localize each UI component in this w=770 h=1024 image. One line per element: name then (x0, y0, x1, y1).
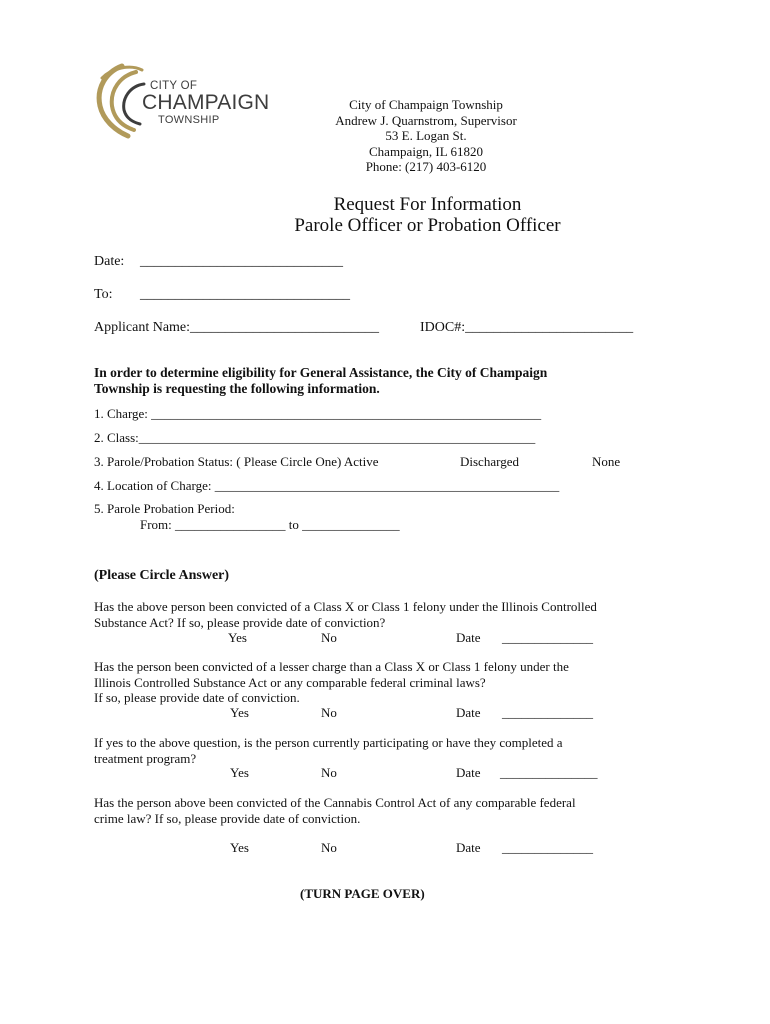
question-2-text (94, 659, 569, 706)
question-4-line-1: Has the person above been convicted of the Cannabis Control Act of any comparable federal (94, 795, 576, 810)
applicant-name-field[interactable]: Applicant Name:___________________________ (94, 320, 380, 335)
date-label: Date: (94, 254, 125, 269)
header-line-3: 53 E. Logan St. (385, 128, 467, 143)
circle-answer-heading: (Please Circle Answer) (94, 568, 230, 583)
question-1-no[interactable]: No (321, 630, 337, 645)
question-2-line-2: Illinois Controlled Substance Act or any comparable federal criminal laws? (94, 674, 486, 690)
status-option-active[interactable]: 3. Parole/Probation Status: ( Please Circle One) Active (94, 454, 379, 469)
question-4-text (94, 795, 576, 826)
question-1-line-2: Substance Act? If so, please provide date of conviction? (94, 614, 386, 630)
question-3-date-field[interactable]: _______________ (500, 765, 598, 780)
period-label: 5. Parole Probation Period: (94, 501, 235, 516)
status-option-none[interactable]: None (592, 454, 621, 469)
class-field[interactable]: 2. Class:_____________________________________________________________ (94, 430, 536, 445)
intro-line-1: In order to determine eligibility for General Assistance, the City of Champaign (94, 365, 548, 380)
intro-line-2: Township is requesting the following information. (94, 381, 380, 396)
address-block (300, 97, 552, 175)
question-2-line-3: If so, please provide date of conviction. (94, 690, 300, 705)
question-3-yes[interactable]: Yes (230, 765, 249, 780)
date-field[interactable]: _____________________________ (140, 254, 343, 269)
to-label: To: (94, 287, 113, 302)
question-4-line-2: crime law? If so, please provide date of conviction. (94, 810, 361, 826)
question-1-yes[interactable]: Yes (228, 630, 247, 645)
question-4-date-label: Date (456, 840, 481, 855)
township-logo (92, 62, 270, 140)
question-4-no[interactable]: No (321, 840, 337, 855)
question-3-text (94, 735, 563, 766)
turn-page-over-note: (TURN PAGE OVER) (300, 886, 425, 901)
idoc-field[interactable]: IDOC#:________________________ (420, 320, 634, 335)
question-1-text (94, 599, 597, 630)
header-line-2: Andrew J. Quarnstrom, Supervisor (335, 112, 517, 128)
question-3-line-1: If yes to the above question, is the person currently participating or have they completed a (94, 735, 563, 750)
question-3-date-label: Date (456, 765, 481, 780)
question-1-date-label: Date (456, 630, 481, 645)
question-1-date-field[interactable]: ______________ (502, 630, 593, 645)
question-1-line-1: Has the above person been convicted of a Class X or Class 1 felony under the Illinois Controlled (94, 599, 597, 614)
question-2-no[interactable]: No (321, 705, 337, 720)
title-line-2: Parole Officer or Probation Officer (294, 215, 561, 236)
location-field[interactable]: 4. Location of Charge: _____________________________________________________ (94, 478, 560, 493)
logo-line-township: TOWNSHIP (158, 114, 220, 126)
header-line-4: Champaign, IL 61820 (369, 143, 483, 159)
logo-line-champaign: CHAMPAIGN (142, 91, 270, 114)
question-4-date-field[interactable]: ______________ (502, 840, 593, 855)
title-line-1: Request For Information (333, 194, 522, 215)
period-from-to-field[interactable]: From: _________________ to _______________ (140, 517, 400, 532)
to-field[interactable]: ______________________________ (140, 287, 350, 302)
header-line-5: Phone: (217) 403-6120 (365, 159, 487, 174)
intro-text (94, 365, 547, 397)
question-3-line-2: treatment program? (94, 750, 197, 766)
question-2-date-field[interactable]: ______________ (502, 705, 593, 720)
question-2-date-label: Date (456, 705, 481, 720)
charge-field[interactable]: 1. Charge: ____________________________________________________________ (94, 406, 542, 421)
question-2-yes[interactable]: Yes (230, 705, 249, 720)
question-3-no[interactable]: No (321, 765, 337, 780)
document-title (230, 194, 625, 236)
logo-line-city-of: CITY OF (150, 80, 198, 92)
status-option-discharged[interactable]: Discharged (460, 454, 519, 469)
header-line-1: City of Champaign Township (349, 97, 503, 112)
question-4-yes[interactable]: Yes (230, 840, 249, 855)
question-2-line-1: Has the person been convicted of a lesser charge than a Class X or Class 1 felony under the (94, 659, 569, 674)
